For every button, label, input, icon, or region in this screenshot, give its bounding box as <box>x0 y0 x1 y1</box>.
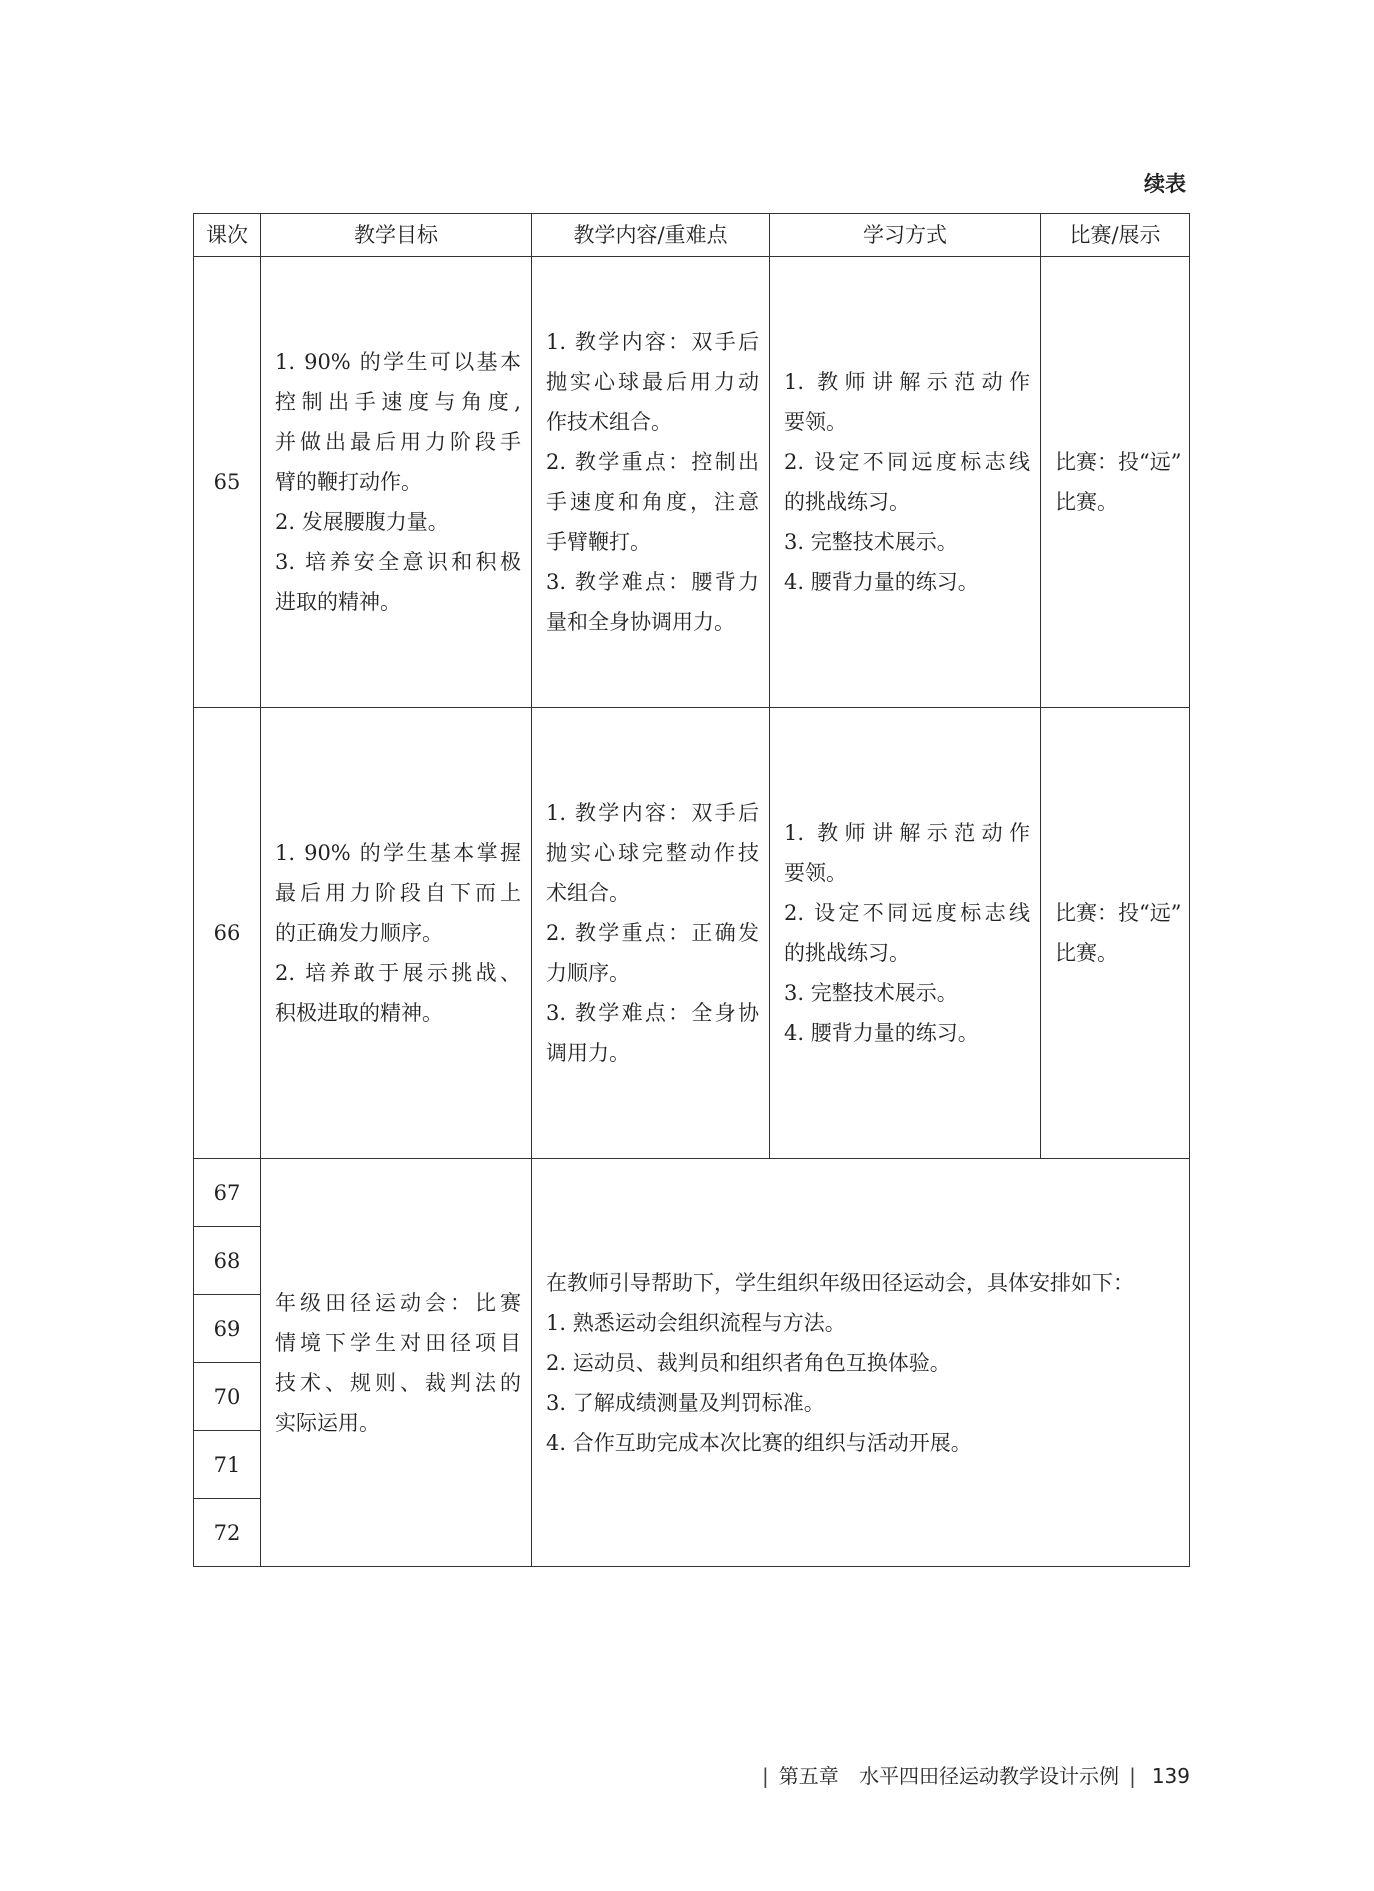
arrangement-line: 1. 熟悉运动会组织流程与方法。 <box>546 1310 846 1335</box>
footer-separator: | <box>1129 1764 1136 1788</box>
method-line: 要领。 <box>784 410 847 434</box>
lesson-number: 66 <box>194 708 261 1159</box>
continued-label: 续表 <box>1144 172 1186 196</box>
method-line: 2. 设定不同远度标志线 <box>784 450 1030 474</box>
method-line: 4. 腰背力量的练习。 <box>784 1021 979 1045</box>
objectives-cell <box>261 708 532 1159</box>
competition-line: 比赛。 <box>1055 941 1118 965</box>
objective-line: 2. 发展腰腹力量。 <box>275 510 449 534</box>
lesson-number: 69 <box>194 1295 261 1363</box>
content-line: 力顺序。 <box>546 961 630 985</box>
method-line: 1. 教师讲解示范动作 <box>784 821 1030 845</box>
arrangement-line: 在教师引导帮助下，学生组织年级田径运动会，具体安排如下： <box>546 1270 1134 1295</box>
lesson-number: 68 <box>194 1227 261 1295</box>
objective-line: 2. 培养敢于展示挑战、 <box>275 961 521 985</box>
header-methods: 学习方式 <box>770 214 1041 257</box>
content-line: 抛实心球最后用力动 <box>546 370 759 394</box>
objectives-cell <box>261 1159 532 1567</box>
objective-line: 1. 90% 的学生基本掌握 <box>275 841 521 865</box>
table-header-row <box>194 214 1190 257</box>
lesson-number: 65 <box>194 257 261 708</box>
lesson-number: 70 <box>194 1363 261 1431</box>
objective-line: 技术、规则、裁判法的 <box>275 1370 521 1395</box>
arrangement-cell <box>532 1159 1190 1567</box>
method-line: 2. 设定不同远度标志线 <box>784 901 1030 925</box>
content-line: 3. 教学难点：腰背力 <box>546 570 759 594</box>
objective-line: 情境下学生对田径项目 <box>275 1330 521 1355</box>
content-line: 1. 教学内容：双手后 <box>546 330 759 354</box>
arrangement-line: 2. 运动员、裁判员和组织者角色互换体验。 <box>546 1350 951 1375</box>
footer-title: 水平四田径运动教学设计示例 <box>859 1764 1120 1788</box>
header-objectives: 教学目标 <box>261 214 532 257</box>
competition-cell <box>1041 708 1190 1159</box>
header-lesson-number: 课次 <box>194 214 261 257</box>
lesson-number: 71 <box>194 1431 261 1499</box>
objective-line: 实际运用。 <box>275 1410 380 1435</box>
method-line: 的挑战练习。 <box>784 941 910 965</box>
competition-cell <box>1041 257 1190 708</box>
objective-line: 控制出手速度与角度, <box>275 390 521 414</box>
header-content: 教学内容/重难点 <box>532 214 770 257</box>
method-line: 要领。 <box>784 861 847 885</box>
content-line: 作技术组合。 <box>546 410 672 434</box>
footer-separator: | <box>761 1764 769 1788</box>
objective-line: 年级田径运动会：比赛 <box>275 1290 521 1315</box>
page-footer <box>752 1760 1190 1789</box>
method-line: 3. 完整技术展示。 <box>784 530 958 554</box>
competition-line: 比赛。 <box>1055 490 1118 514</box>
content-line: 量和全身协调用力。 <box>546 610 735 634</box>
footer-chapter: 第五章 <box>778 1764 839 1788</box>
objective-line: 并做出最后用力阶段手 <box>275 430 521 454</box>
arrangement-line: 3. 了解成绩测量及判罚标准。 <box>546 1390 825 1415</box>
competition-line: 比赛：投“远” <box>1055 901 1182 925</box>
method-line: 的挑战练习。 <box>784 490 910 514</box>
content-line: 调用力。 <box>546 1041 630 1065</box>
objective-line: 3. 培养安全意识和积极 <box>275 550 521 574</box>
header-competition: 比赛/展示 <box>1041 214 1190 257</box>
content-line: 2. 教学重点：控制出 <box>546 450 759 474</box>
content-line: 2. 教学重点：正确发 <box>546 921 759 945</box>
objective-line: 1. 90% 的学生可以基本 <box>275 350 521 374</box>
competition-line: 比赛：投“远” <box>1055 450 1182 474</box>
content-cell <box>532 257 770 708</box>
lesson-plan-table <box>193 213 1190 1567</box>
method-line: 3. 完整技术展示。 <box>784 981 958 1005</box>
table-row-lesson-66 <box>194 708 1190 1159</box>
page-number: 139 <box>1151 1764 1190 1788</box>
arrangement-line: 4. 合作互助完成本次比赛的组织与活动开展。 <box>546 1430 972 1455</box>
methods-cell <box>770 708 1041 1159</box>
content-line: 3. 教学难点：全身协 <box>546 1001 759 1025</box>
content-line: 1. 教学内容：双手后 <box>546 801 759 825</box>
table-row-lesson-67 <box>194 1159 1190 1227</box>
content-line: 抛实心球完整动作技 <box>546 841 759 865</box>
method-line: 4. 腰背力量的练习。 <box>784 570 979 594</box>
lesson-number: 72 <box>194 1499 261 1567</box>
objective-line: 进取的精神。 <box>275 590 401 614</box>
objectives-cell <box>261 257 532 708</box>
objective-line: 最后用力阶段自下而上 <box>275 881 521 905</box>
content-line: 手臂鞭打。 <box>546 530 651 554</box>
objective-line: 的正确发力顺序。 <box>275 921 443 945</box>
methods-cell <box>770 257 1041 708</box>
content-cell <box>532 708 770 1159</box>
content-line: 术组合。 <box>546 881 630 905</box>
table-row-lesson-65 <box>194 257 1190 708</box>
content-line: 手速度和角度，注意 <box>546 490 759 514</box>
lesson-number: 67 <box>194 1159 261 1227</box>
method-line: 1. 教师讲解示范动作 <box>784 370 1030 394</box>
objective-line: 臂的鞭打动作。 <box>275 470 422 494</box>
objective-line: 积极进取的精神。 <box>275 1001 443 1025</box>
